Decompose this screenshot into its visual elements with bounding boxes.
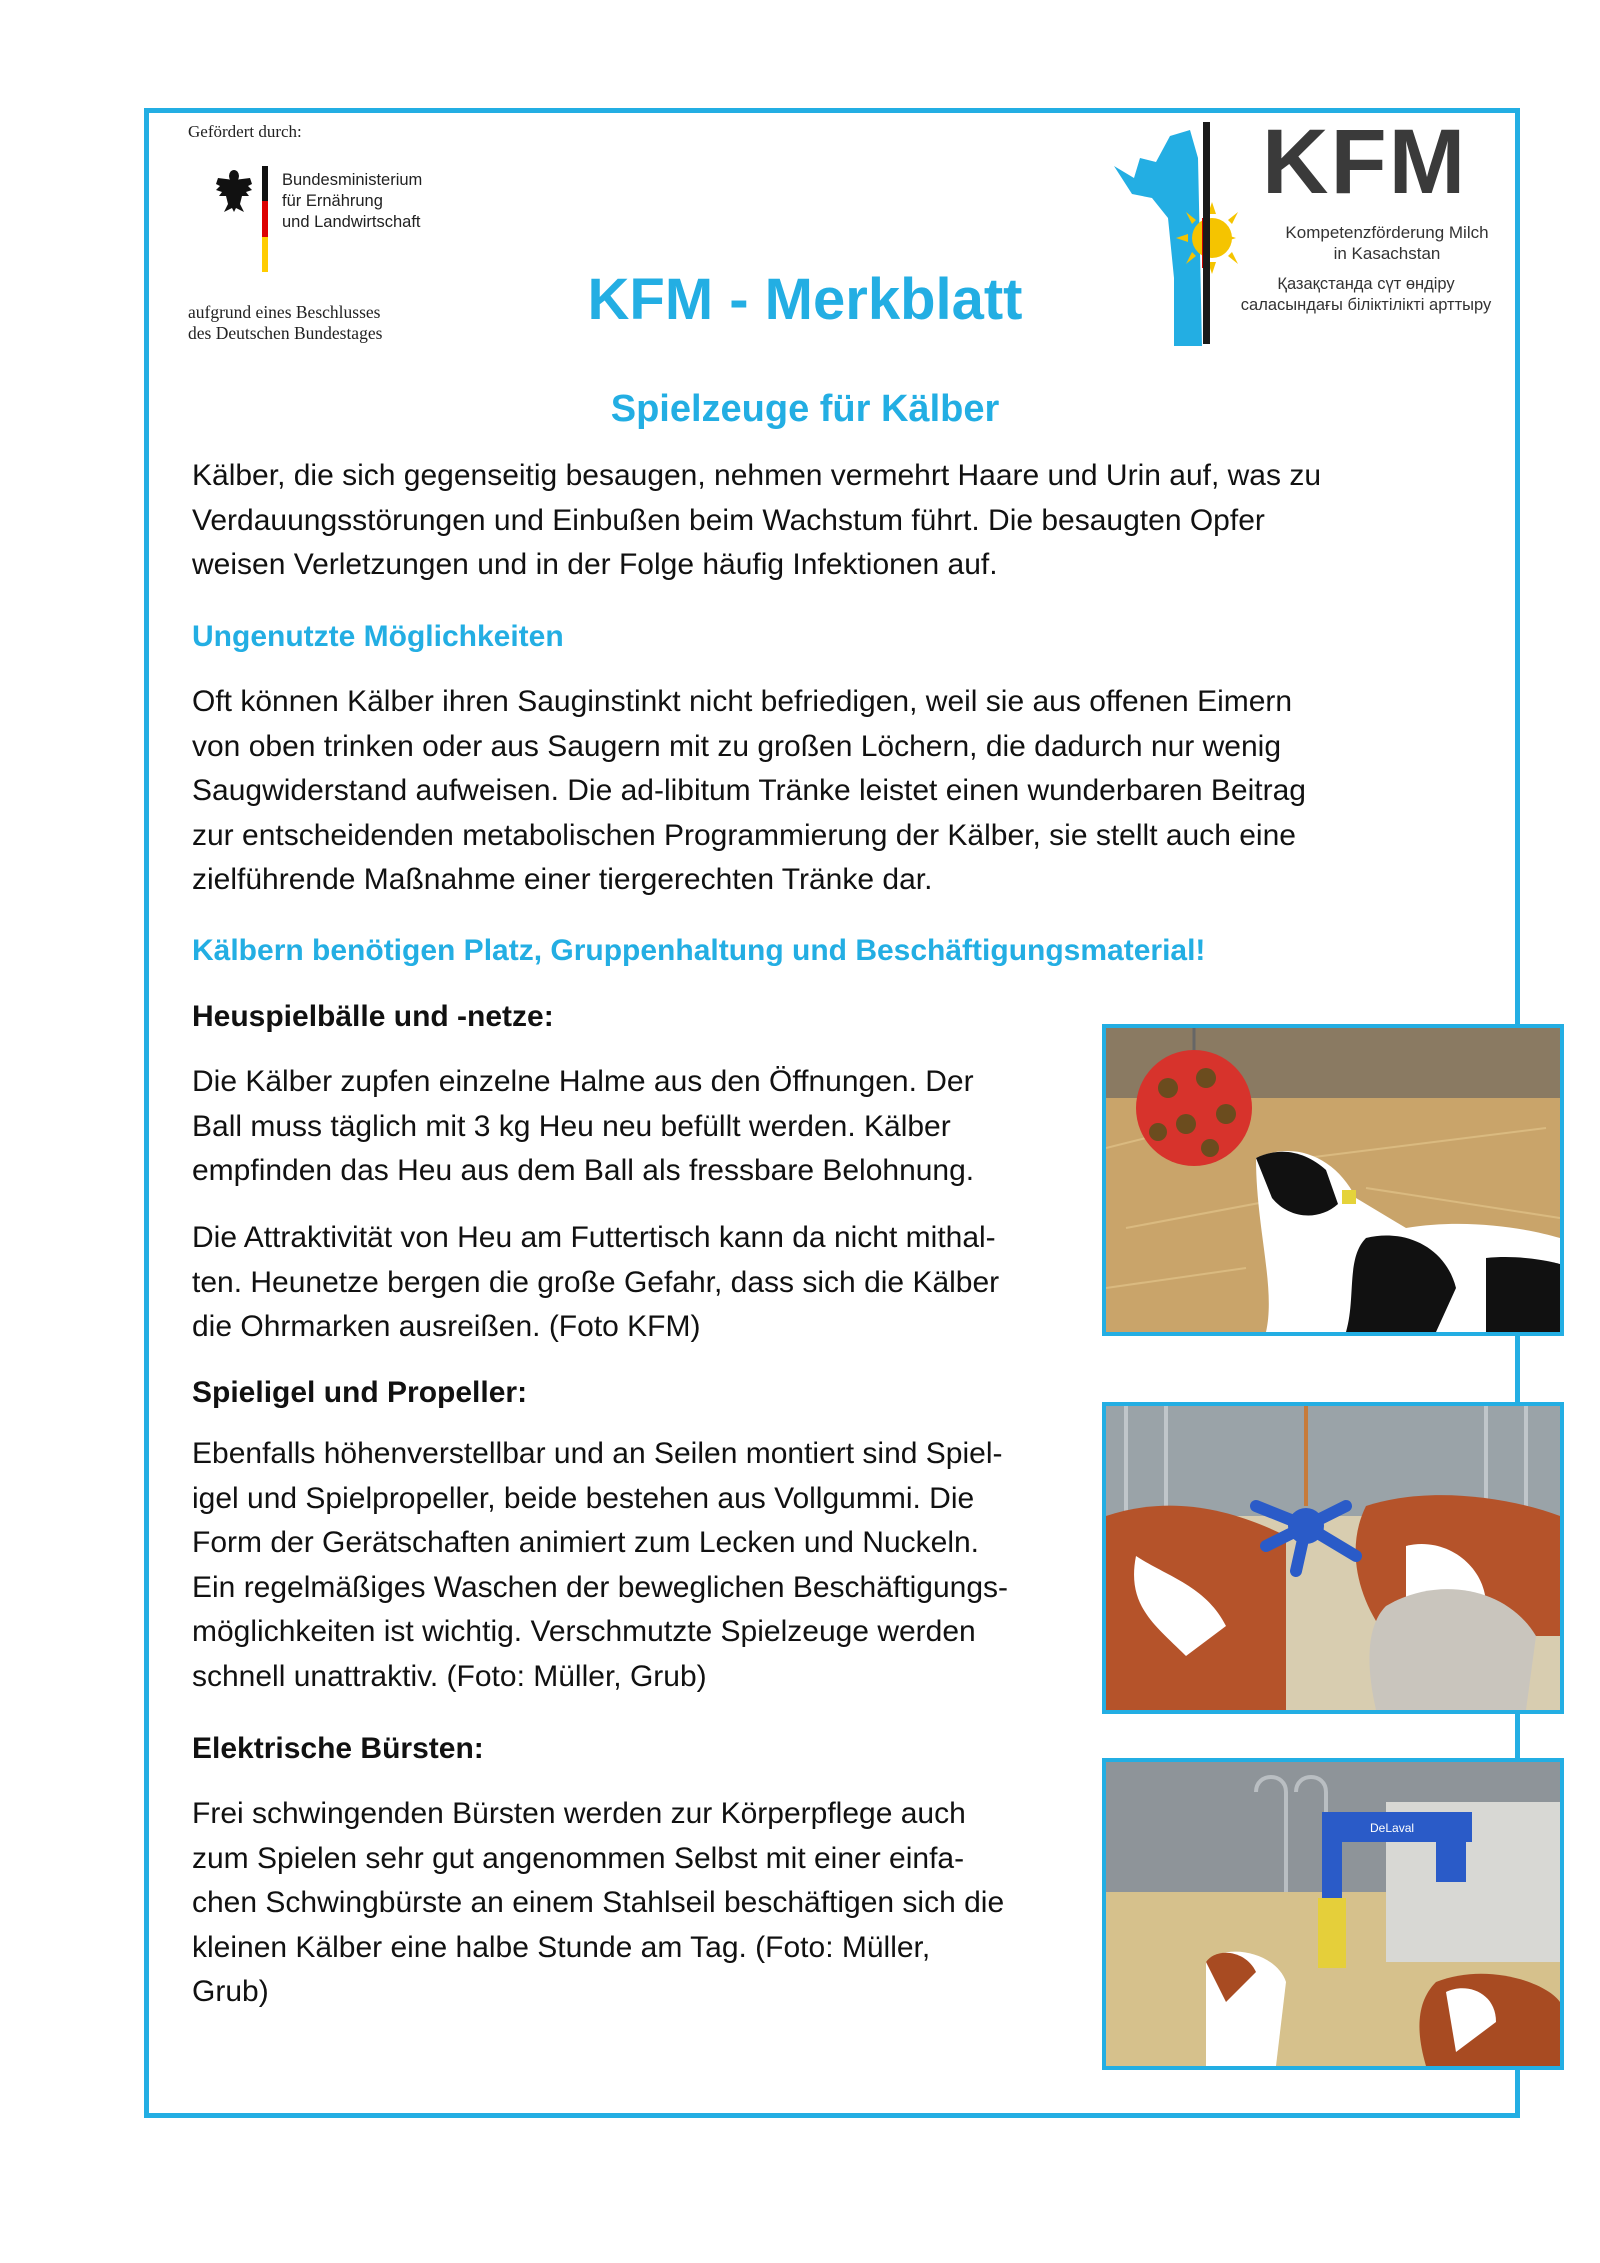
hay-ball-illustration [1106, 1028, 1560, 1332]
text-line: chen Schwingbürste an einem Stahlseil beschäftigen sich die [192, 1886, 1005, 1919]
resolution-note [188, 302, 382, 344]
logo-line: саласындағы біліктілікті арттыру [1240, 296, 1492, 314]
text-line: schnell unattraktiv. (Foto: Müller, Grub) [192, 1659, 707, 1693]
hay-paragraph [192, 1216, 999, 1350]
text-line: empfinden das Heu aus dem Ball als fressbare Belohnung. [192, 1154, 975, 1187]
resolution-line: aufgrund eines Beschlusses [188, 302, 381, 322]
brush-illustration [1106, 1762, 1560, 2066]
text-line: Form der Gerätschaften animiert zum Lecken und Nuckeln. [192, 1526, 980, 1559]
hedgehog-paragraph [192, 1432, 1008, 1699]
logo-divider [1203, 122, 1210, 344]
section-heading: Kälbern benötigen Platz, Gruppenhaltung und Beschäftigungsmaterial! [192, 934, 1206, 967]
subsection-heading: Spieligel und Propeller: [192, 1376, 528, 1409]
text-line: kleinen Kälber eine halbe Stunde am Tag. (Foto: Müller, [192, 1930, 931, 1964]
logo-kazakh-text [1216, 274, 1516, 316]
ministry-name [282, 170, 422, 233]
resolution-line: des Deutschen Bundestages [188, 323, 383, 343]
text-line: ten. Heunetze bergen die große Gefahr, dass sich die Kälber [192, 1265, 1000, 1299]
kfm-wordmark: KFM [1262, 111, 1468, 213]
text-line: Saugwiderstand aufweisen. Die ad-libitum Tränke leistet einen wunderbaren Beitrag [192, 774, 1306, 807]
text-line: zielführende Maßnahme einer tiergerechten Tränke dar. [192, 863, 933, 896]
text-line: Frei schwingenden Bürsten werden zur Körperpflege auch [192, 1797, 966, 1830]
text-line: zum Spielen sehr gut angenommen Selbst mit einer einfa- [192, 1841, 965, 1875]
page-subtitle: Spielzeuge für Kälber [610, 388, 1000, 430]
ministry-line: und Landwirtschaft [282, 213, 421, 231]
text-line: die Ohrmarken ausreißen. (Foto KFM) [192, 1310, 701, 1343]
brushes-paragraph [192, 1792, 1004, 2015]
logo-german-text [1252, 222, 1522, 264]
logo-line: in Kasachstan [1333, 244, 1441, 263]
text-line: Die Kälber zupfen einzelne Halme aus den Öffnungen. Der [192, 1065, 974, 1098]
text-line: weisen Verletzungen und in der Folge häufig Infektionen auf. [192, 548, 998, 581]
text-line: Oft können Kälber ihren Sauginstinkt nicht befriedigen, weil sie aus offenen Eimern [192, 685, 1293, 718]
logo-line: Kompetenzförderung Milch [1285, 223, 1489, 242]
intro-paragraph [192, 454, 1321, 588]
brush-photo [1102, 1758, 1564, 2070]
hedgehog-toy-photo [1102, 1402, 1564, 1714]
ministry-line: Bundesministerium [282, 171, 423, 189]
text-line: möglichkeiten ist wichtig. Verschmutzte Spielzeuge werden [192, 1615, 976, 1648]
brand-label: DeLaval [1370, 1821, 1415, 1835]
ministry-line: für Ernährung [282, 192, 383, 210]
section-paragraph [192, 680, 1306, 903]
text-line: Ebenfalls höhenverstellbar und an Seilen montiert sind Spiel- [192, 1437, 1003, 1470]
text-line: Kälber, die sich gegenseitig besaugen, nehmen vermehrt Haare und Urin auf, was zu [192, 459, 1321, 492]
text-line: Ball muss täglich mit 3 kg Heu neu befüllt werden. Kälber [192, 1109, 951, 1143]
subsection-heading: Elektrische Bürsten: [192, 1732, 484, 1765]
page-title: KFM - Merkblatt [587, 267, 1023, 332]
hedgehog-toy-illustration [1106, 1406, 1560, 1710]
subsection-heading: Heuspielbälle und -netze: [192, 1000, 554, 1033]
text-line: igel und Spielpropeller, beide bestehen aus Vollgummi. Die [192, 1481, 975, 1515]
logo-line: Қазақстанда сүт өндіру [1277, 275, 1455, 293]
hay-paragraph [192, 1060, 974, 1194]
hay-ball-photo [1102, 1024, 1564, 1336]
text-line: Grub) [192, 1975, 269, 2008]
text-line: Ein regelmäßiges Waschen der beweglichen Beschäftigungs- [192, 1570, 1008, 1604]
text-line: von oben trinken oder aus Saugern mit zu großen Löchern, die dadurch nur wenig [192, 729, 1282, 763]
german-flag-bar [262, 166, 268, 272]
sponsor-caption: Gefördert durch: [188, 122, 302, 141]
federal-eagle-icon [214, 168, 254, 214]
section-heading: Ungenutzte Möglichkeiten [192, 620, 564, 653]
text-line: Verdauungsstörungen und Einbußen beim Wachstum führt. Die besaugten Opfer [192, 503, 1265, 537]
text-line: Die Attraktivität von Heu am Futtertisch kann da nicht mithal- [192, 1221, 996, 1254]
text-line: zur entscheidenden metabolischen Programmierung der Kälber, sie stellt auch eine [192, 818, 1296, 852]
